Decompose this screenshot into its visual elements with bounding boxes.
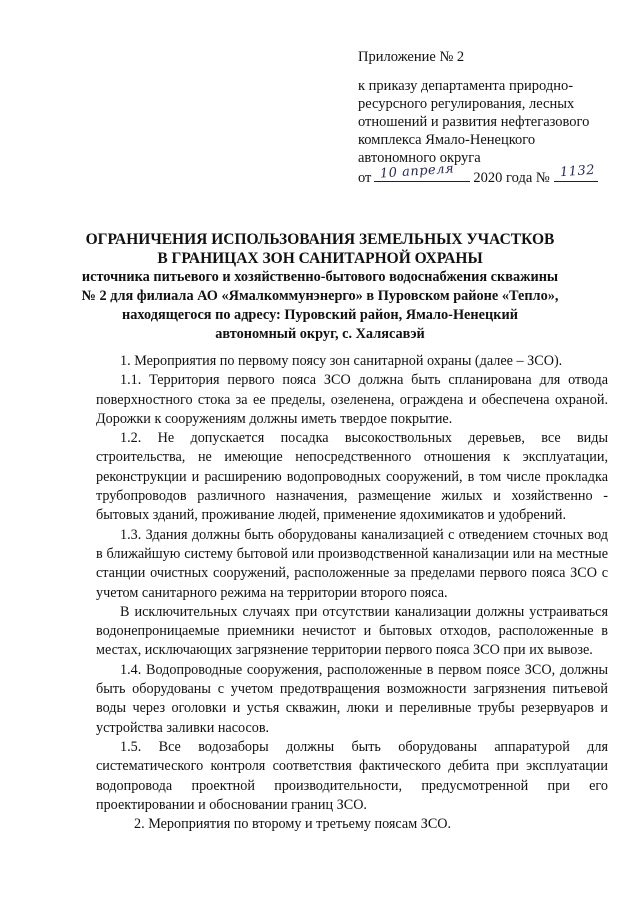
order-line: отношений и развития нефтегазового <box>358 114 590 130</box>
order-line: ресурсного регулирования, лесных <box>358 96 575 112</box>
handwritten-number: 1132 <box>559 162 596 181</box>
paragraph: 2. Мероприятия по второму и третьему поясам ЗСО. <box>134 816 452 833</box>
paragraph: 1. Мероприятия по первому поясу зон санитарной охраны (далее – ЗСО). <box>120 353 563 369</box>
heading-subtitle: источника питьевого и хозяйственно-бытового водоснабжения скважины № 2 для филиала АО «Ямалкоммунэнерго» в Пуровском районе «Тепло», находящегося по адресу: Пуровский район, Ямало-Ненецкий автономный округ, с. Халясавэй <box>81 269 559 342</box>
paragraph: 1.3. Здания должны быть оборудованы канализацией с отведением сточных вод в ближайшую систему бытовой или производственной канализации или на местные станции очистных сооружений, расположенные за пределами первого пояса ЗСО с учетом санитарного режима на территории второго пояса. <box>96 526 608 601</box>
paragraph: 1.2. Не допускается посадка высокоствольных деревьев, все виды строительства, не имеющие непосредственного отношения к эксплуатации, реконструкции и расширению водопроводных сооружений, в том числе прокладка трубопроводов различного назначения, размещение жилых и хозяйственно - бытовых зданий, проживание людей, применение ядохимикатов и удобрений. <box>96 430 608 524</box>
handwritten-date: 10 апреля <box>379 161 456 182</box>
paragraph: 1.4. Водопроводные сооружения, расположенные в первом поясе ЗСО, должны быть оборудованы с учетом предотвращения возможности загрязнения питьевой воды через оголовки и устья скважин, люки и переливные трубы резервуаров и устройства заливки насосов. <box>96 661 608 736</box>
paragraph: 1.5. Все водозаборы должны быть оборудованы аппаратурой для систематического контроля соответствия фактического дебита при эксплуатации водопровода проектной производительности, предусмотренной при его проектировании и обосновании границ ЗСО. <box>96 738 608 813</box>
document-body <box>96 352 608 834</box>
appendix-title: Приложение № 2 <box>358 49 465 65</box>
number-blank <box>554 162 598 182</box>
date-prefix: от <box>358 170 372 186</box>
heading-title: ОГРАНИЧЕНИЯ ИСПОЛЬЗОВАНИЯ ЗЕМЕЛЬНЫХ УЧАСТКОВ В ГРАНИЦАХ ЗОН САНИТАРНОЙ ОХРАНЫ <box>85 231 555 267</box>
order-line: к приказу департамента природно- <box>358 78 574 94</box>
order-line: автономного округа <box>358 150 481 166</box>
order-line: комплекса Ямало-Ненецкого <box>358 132 536 148</box>
paragraph: 1.1. Территория первого пояса ЗСО должна быть спланирована для отвода поверхностного стока за ее пределы, озеленена, ограждена и обеспечена охраной. Дорожки к сооружениям должны иметь твердое покрытие. <box>96 372 608 427</box>
appendix-block <box>358 48 618 187</box>
document-heading <box>80 230 560 344</box>
order-date-line <box>358 161 618 187</box>
date-blank <box>374 161 470 182</box>
paragraph: В исключительных случаях при отсутствии канализации должны устраиваться водонепроницаемые приемники нечистот и бытовых отходов, расположенные в местах, исключающих загрязнение территории первого пояса ЗСО при их вывозе. <box>96 603 608 659</box>
date-suffix: 2020 года № <box>473 170 550 186</box>
